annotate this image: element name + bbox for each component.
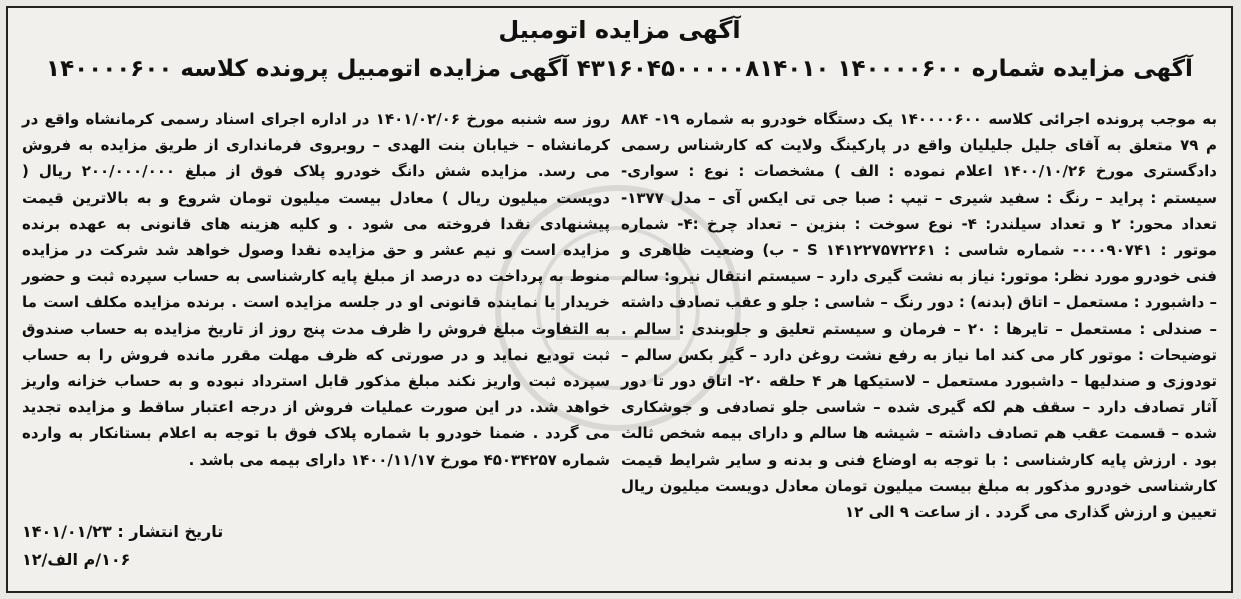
notice-title: آگهی مزایده اتومبیل xyxy=(498,16,741,44)
notice-frame xyxy=(6,6,1233,593)
notice-subtitle: آگهی مزایده شماره ۱۴۰۰۰۰۶۰۰ ۴۳۱۶۰۴۵۰۰۰۰۰۸۱۴۰۱۰ آگهی مزایده اتومبیل پرونده کلاسه ۱۴۰۰۰۰۶۰۰ xyxy=(46,56,1193,82)
reference-code: ۱۰۶/م الف/۱۲ xyxy=(22,550,131,569)
left-column-text xyxy=(22,106,610,473)
right-column-paragraph: به موجب پرونده اجرائی کلاسه ۱۴۰۰۰۰۶۰۰ یک دستگاه خودرو به شماره ۱۹- ۸۸۴ م ۷۹ متعلق به آقای جلیل جلیلیان واقع در پارکینگ ولایت که کارشناس رسمی دادگستری مورخ ۱۴۰۰/۱۰/۲۶ اعلام نموده : الف ) مشخصات : نوع : سواری- سیستم : پراید – رنگ : سفید شیری – تیپ : صبا جی تی ایکس آی – مدل ۱۳۷۷- تعداد محور: ۲ و تعداد سیلندر: ۴- نوع سوخت : بنزین – تعداد چرخ :۴- شماره موتور : ۰۰۰۹۰۷۴۱- شماره شاسی : S ۱۴۱۲۲۷۵۷۲۲۶۱ - ب) وضعیت ظاهری و فنی خودرو مورد نظر: موتور: نیاز به نشت گیری دارد – سیستم انتقال نیرو: سالم – داشبورد : مستعمل – اتاق (بدنه) : دور رنگ – شاسی : جلو و عقب تصادف داشته – صندلی : مستعمل – تایرها : ۲۰ – فرمان و سیستم تعلیق و جلوبندی : سالم . توضیحات : موتور کار می کند اما نیاز به رفع نشت روغن دارد – گیر بکس سالم – تودوزی و صندلیها – داشبورد مستعمل – لاستیکها هر ۴ حلقه ۲۰- اتاق دور تا دور آثار تصادف دارد – سقف هم لکه گیری شده – شاسی جلو تصادفی و جوشکاری شده – قسمت عقب هم تصادف داشته – شیشه ها سالم و دارای بیمه شخص ثالث بود . ارزش پایه کارشناسی : با توجه به اوضاع فنی و بدنه و سایر شرایط قیمت کارشناسی خودرو مذکور به مبلغ بیست میلیون تومان معادل دویست میلیون ریال تعیین و ارزش گذاری می گردد . از ساعت ۹ الی ۱۲ xyxy=(620,110,1218,522)
publish-date: تاریخ انتشار : ۱۴۰۱/۰۱/۲۳ xyxy=(22,522,224,541)
left-column-paragraph: روز سه شنبه مورخ ۱۴۰۱/۰۲/۰۶ در اداره اجرای اسناد رسمی کرمانشاه واقع در کرمانشاه – خیابان بنت الهدی – روبروی فرمانداری از طریق مزایده به فروش می رسد. مزایده شش دانگ خودرو پلاک فوق از مبلغ ۲۰۰/۰۰۰/۰۰۰ ریال ( دویست میلیون ریال ) معادل بیست میلیون تومان شروع و به بالاترین قیمت پیشنهادی نقدا فروخته می شود . و کلیه هزینه های قانونی به عهده برنده مزایده است و نیم عشر و حق مزایده نقدا وصول خواهد شد شرکت در مزایده منوط به پرداخت ده درصد از مبلغ پایه کارشناسی به حساب سپرده ثبت و حضور خریدار یا نماینده قانونی او در جلسه مزایده است . برنده مزایده مکلف است ما به التفاوت مبلغ فروش را ظرف مدت پنج روز از تاریخ مزایده به حساب صندوق ثبت تودیع نماید و در صورتی که ظرف مهلت مقرر مانده فروش را به حساب سپرده ثبت واریز نکند مبلغ مذکور قابل استرداد نبوده و به حساب خزانه واریز خواهد شد. در این صورت عملیات فروش از درجه اعتبار ساقط و مزایده تجدید می گردد . ضمنا خودرو با شماره پلاک فوق با توجه به اعلام بستانکار به وارده شماره ۴۵۰۳۴۲۵۷ مورخ ۱۴۰۰/۱۱/۱۷ دارای بیمه می باشد . xyxy=(22,110,611,469)
right-column-text xyxy=(621,106,1217,525)
